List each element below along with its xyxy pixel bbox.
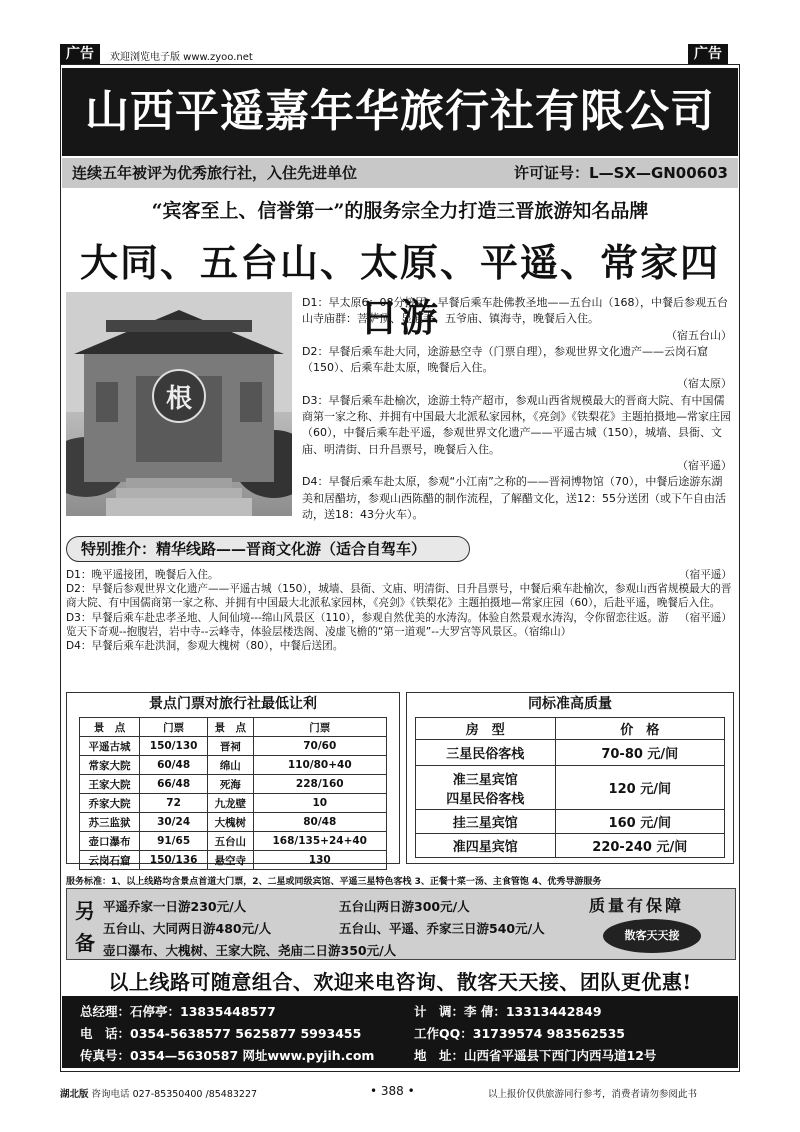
table-row	[80, 775, 387, 794]
table-cell: 91/65	[140, 832, 208, 851]
company-name: 山西平遥嘉年华旅行社有限公司	[62, 68, 738, 156]
tickets-header-cell: 景 点	[80, 718, 140, 737]
special-day-3: D3：早餐后乘车赴忠孝圣地、人间仙境---绵山风景区（110），参观自然优美的水涛沟。体验自然景观水涛沟，令你留恋往返。游览天下奇观--抱腹岩，岩中寺--云峰寺，体验层楼迭阁、凌虚飞檐的“第一道观”--大罗宫等风景区。（宿绵山）	[66, 611, 669, 638]
table-cell: 72	[140, 794, 208, 813]
extra-route: 五台山两日游300元/人	[339, 899, 470, 914]
dispatch-contact: 计 调：李 倩：13313442849	[414, 1004, 602, 1019]
table-row	[80, 794, 387, 813]
itinerary-day-2: D2：早餐后乘车赴大同，途游悬空寺（门票自理），参观世界文化遗产——云岗石窟（150）、后乘车赴太原，晚餐后入住。	[302, 344, 708, 375]
special-title: 特别推介：精华线路——晋商文化游（适合自驾车）	[66, 536, 470, 562]
table-cell: 悬空寺	[208, 851, 253, 870]
table-cell: 228/160	[253, 775, 386, 794]
table-cell: 平遥古城	[80, 737, 140, 756]
daily-pickup-stamp: 散客天天接	[603, 919, 701, 953]
table-cell: 60/48	[140, 756, 208, 775]
itinerary-stay-1: （宿五台山）	[666, 328, 732, 342]
table-cell: 120 元/间	[555, 766, 724, 810]
extra-route: 平遥乔家一日游230元/人	[103, 899, 247, 914]
hotels-header-type: 房 型	[416, 718, 556, 740]
table-cell: 70/60	[253, 737, 386, 756]
itinerary-day-1: D1：早太原6：08分接团，早餐后乘车赴佛教圣地——五台山（168），中餐后参观五台山寺庙群：菩萨顶、显通寺、五爷庙、镇海寺，晚餐后入住。	[302, 296, 728, 326]
table-cell: 大槐树	[208, 813, 253, 832]
table-row	[416, 766, 725, 810]
table-row	[80, 737, 387, 756]
tickets-panel	[66, 692, 400, 867]
special-day-4: D4：早餐后乘车赴洪洞，参观大槐树（80），中餐后送团。	[66, 640, 344, 653]
photo-sign-char: 根	[165, 384, 192, 414]
table-cell: 五台山	[208, 832, 253, 851]
page-number: • 388 •	[370, 1084, 415, 1098]
address-contact: 地 址：山西省平遥县下西门内西马道12号	[414, 1048, 657, 1063]
itinerary-stay-3: （宿平遥）	[677, 458, 732, 472]
service-standard: 服务标准：1、以上线路均含景点首道大门票，2、二星或同级宾馆、平遥三星特色客栈 3、正餐十菜一汤、主食管饱 4、优秀导游服务	[66, 877, 602, 887]
main-itinerary	[302, 295, 732, 523]
table-cell: 三星民俗客栈	[416, 740, 556, 766]
footer-left	[60, 1086, 257, 1100]
fax-contact: 传真号：0354—5630587 网址www.pyjih.com	[80, 1048, 375, 1063]
table-cell: 160 元/间	[555, 810, 724, 834]
table-cell: 130	[253, 851, 386, 870]
hotels-title: 同标准高质量	[528, 696, 612, 712]
special-itinerary	[66, 568, 732, 653]
table-cell: 70-80 元/间	[555, 740, 724, 766]
special-day-1: D1：晚平遥接团，晚餐后入住。 （宿平遥）	[66, 569, 732, 581]
award-bar	[62, 158, 738, 188]
table-row	[416, 740, 725, 766]
table-cell: 壶口瀑布	[80, 832, 140, 851]
extra-route: 壶口瀑布、大槐树、王家大院、尧庙二日游350元/人	[103, 943, 397, 958]
table-row	[80, 756, 387, 775]
table-cell: 220-240 元/间	[555, 834, 724, 858]
table-row	[416, 834, 725, 858]
table-cell: 10	[253, 794, 386, 813]
itinerary-stay-2: （宿太原）	[677, 377, 732, 391]
edition-label: 湖北版	[60, 1089, 89, 1100]
website-text: 欢迎浏览电子版 www.zyoo.net	[110, 52, 253, 63]
table-cell: 九龙壁	[208, 794, 253, 813]
table-cell: 云岗石窟	[80, 851, 140, 870]
quality-guarantee: 质量有保障	[589, 896, 685, 915]
award-text: 连续五年被评为优秀旅行社，入住先进单位	[72, 164, 358, 182]
table-cell: 80/48	[253, 813, 386, 832]
gateway-photo	[66, 292, 292, 516]
extra-routes	[66, 888, 736, 960]
hotels-table	[415, 717, 725, 858]
table-cell: 挂三星宾馆	[416, 810, 556, 834]
table-cell: 绵山	[208, 756, 253, 775]
table-cell: 常家大院	[80, 756, 140, 775]
table-cell: 准四星宾馆	[416, 834, 556, 858]
tickets-header-cell: 门票	[253, 718, 386, 737]
tickets-table	[79, 717, 387, 870]
ad-tag-left: 广告	[60, 44, 100, 64]
extra-char-2: 备	[75, 931, 95, 955]
extra-route: 五台山、大同两日游480元/人	[103, 921, 272, 936]
itinerary-day-4: D4：早餐后乘车赴太原，参观“小江南”之称的——晋祠博物馆（70），中餐后途游东湖美和居醋坊，参观山西陈醋的制作流程，了解醋文化，送12：55分送团（或下午自由活动，送18：43分火车）。	[302, 475, 726, 521]
footer-disclaimer: 以上报价仅供旅游同行参考，消费者请勿参阅此书	[488, 1089, 698, 1100]
slogan: “宾客至上、信誉第一”的服务宗全力打造三晋旅游知名品牌	[151, 200, 649, 222]
table-cell: 死海	[208, 775, 253, 794]
hotels-panel	[406, 692, 734, 864]
tickets-title: 景点门票对旅行社最低让利	[149, 696, 317, 712]
phone-contact: 电 话：0354-5638577 5625877 5993455	[80, 1026, 362, 1041]
route-title: 大同、五台山、太原、平遥、常家四日游	[79, 240, 720, 340]
table-row	[80, 851, 387, 870]
contact-block	[62, 996, 738, 1068]
extra-route: 五台山、平遥、乔家三日游540元/人	[339, 921, 545, 936]
table-cell: 168/135+24+40	[253, 832, 386, 851]
tickets-header-cell: 门票	[140, 718, 208, 737]
itinerary-day-3: D3：早餐后乘车赴榆次，途游土特产超市，参观山西省规模最大的晋商大院、有中国儒商第一家之称、并拥有中国最大北派私家园林，《亮剑》《铁梨花》主题拍摄地—常家庄园（60），中餐后乘车赴平遥，参观世界文化遗产——平遥古城（150），城墙、县衙、文庙、明清街、日升昌票号，晚餐后入住。	[302, 393, 731, 456]
tickets-header-cell: 景 点	[208, 718, 253, 737]
table-cell: 150/136	[140, 851, 208, 870]
extra-char-1: 另	[75, 899, 95, 923]
table-row	[80, 832, 387, 851]
table-cell: 苏三监狱	[80, 813, 140, 832]
table-row	[80, 813, 387, 832]
table-cell: 110/80+40	[253, 756, 386, 775]
table-cell: 乔家大院	[80, 794, 140, 813]
consult-phone: 咨询电话 027-85350400 /85483227	[91, 1089, 258, 1100]
ad-tag-right: 广告	[688, 44, 728, 64]
qq-contact: 工作QQ：31739574 983562535	[414, 1026, 625, 1041]
manager-contact: 总经理：石停亭：13835448577	[80, 1004, 276, 1019]
table-cell: 晋祠	[208, 737, 253, 756]
hotels-header-price: 价 格	[555, 718, 724, 740]
license-text: 许可证号：L—SX—GN00603	[514, 164, 728, 182]
table-cell: 准三星宾馆 四星民俗客栈	[416, 766, 556, 810]
table-cell: 30/24	[140, 813, 208, 832]
table-cell: 王家大院	[80, 775, 140, 794]
table-cell: 150/130	[140, 737, 208, 756]
table-cell: 66/48	[140, 775, 208, 794]
special-day-2: D2：早餐后参观世界文化遗产——平遥古城（150），城墙、县衙、文庙、明清街、日升昌票号，中餐后乘车赴榆次，参观山西省规模最大的晋商大院、有中国儒商第一家之称、并拥有中国最大北派私家园林，《亮剑》《铁梨花》主题拍摄地—常家庄园（60），后赴平遥，晚餐后入住。 （宿平遥）	[66, 583, 732, 624]
table-row	[416, 810, 725, 834]
promo-banner: 以上线路可随意组合、欢迎来电咨询、散客天天接、团队更优惠!	[108, 970, 692, 994]
